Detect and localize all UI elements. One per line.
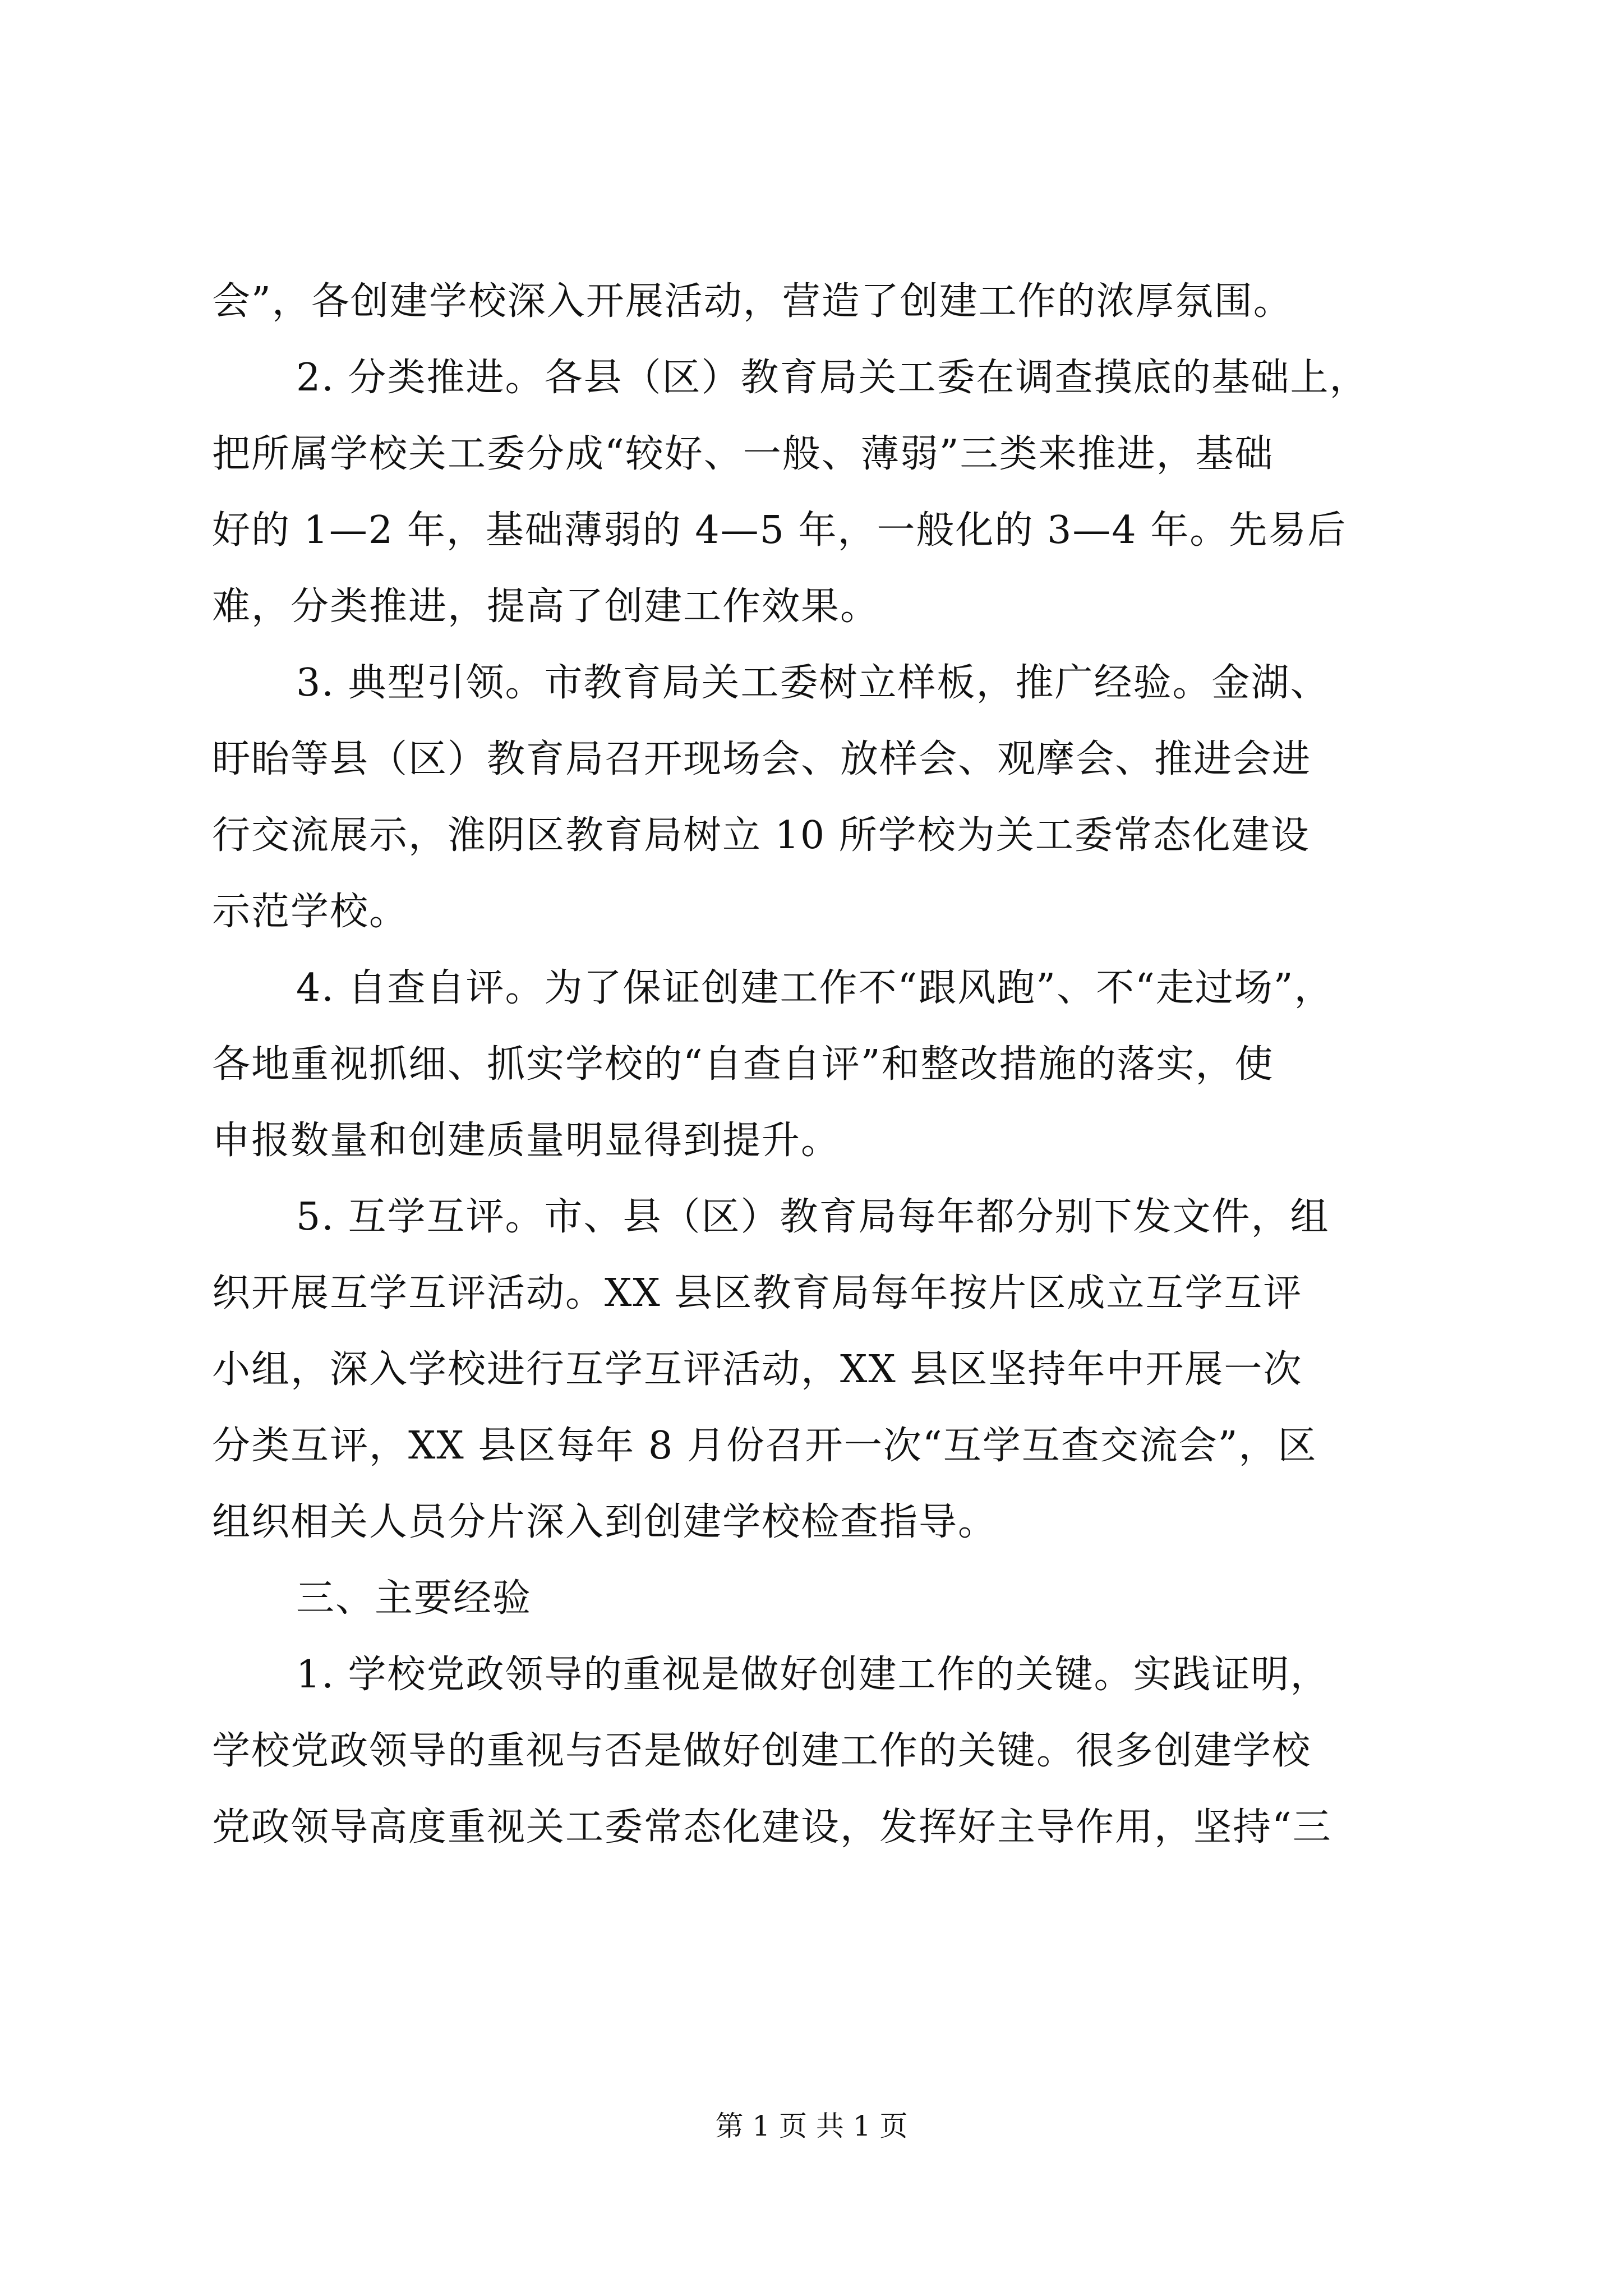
section-heading: 三、主要经验: [296, 1576, 532, 1621]
body-line: 党政领导高度重视关工委常态化建设，发挥好主导作用，坚持“三: [212, 1805, 1332, 1849]
body-line: 会”，各创建学校深入开展活动，营造了创建工作的浓厚氛围。: [212, 279, 1293, 324]
body-line: 各地重视抓细、抓实学校的“自查自评”和整改措施的落实，使: [212, 1042, 1274, 1087]
document-body: [212, 264, 1463, 1866]
body-line: 难，分类推进，提高了创建工作效果。: [212, 585, 880, 629]
body-line: 分类互评，XX 县区每年 8 月份召开一次“互学互查交流会”，区: [212, 1424, 1317, 1468]
paragraph-start-line: 4. 自查自评。为了保证创建工作不“跟风跑”、不“走过场”，: [296, 966, 1334, 1010]
body-line: 学校党政领导的重视与否是做好创建工作的关键。很多创建学校: [212, 1729, 1312, 1773]
paragraph-start-line: 3. 典型引领。市教育局关工委树立样板，推广经验。金湖、: [296, 661, 1330, 705]
body-line: 好的 1—2 年，基础薄弱的 4—5 年，一般化的 3—4 年。先易后: [212, 508, 1347, 553]
body-line: 盱眙等县（区）教育局召开现场会、放样会、观摩会、推进会进: [212, 737, 1312, 781]
body-line: 把所属学校关工委分成“较好、一般、薄弱”三类来推进，基础: [212, 432, 1274, 476]
paragraph-start-line: 1. 学校党政领导的重视是做好创建工作的关键。实践证明，: [296, 1653, 1330, 1697]
page-footer: [0, 2109, 1623, 2143]
body-line: 织开展互学互评活动。XX 县区教育局每年按片区成立互学互评: [212, 1271, 1303, 1315]
body-line: 示范学校。: [212, 890, 409, 934]
paragraph-start-line: 2. 分类推进。各县（区）教育局关工委在调查摸底的基础上，: [296, 356, 1369, 400]
body-line: 小组，深入学校进行互学互评活动，XX 县区坚持年中开展一次: [212, 1347, 1303, 1392]
paragraph-start-line: 5. 互学互评。市、县（区）教育局每年都分别下发文件，组: [296, 1195, 1330, 1239]
body-line: 申报数量和创建质量明显得到提升。: [212, 1119, 841, 1163]
body-line: 行交流展示，淮阴区教育局树立 10 所学校为关工委常态化建设: [212, 813, 1310, 858]
body-line: 组织相关人员分片深入到创建学校检查指导。: [212, 1500, 998, 1544]
page-number-label: 第 1 页 共 1 页: [715, 2110, 908, 2142]
